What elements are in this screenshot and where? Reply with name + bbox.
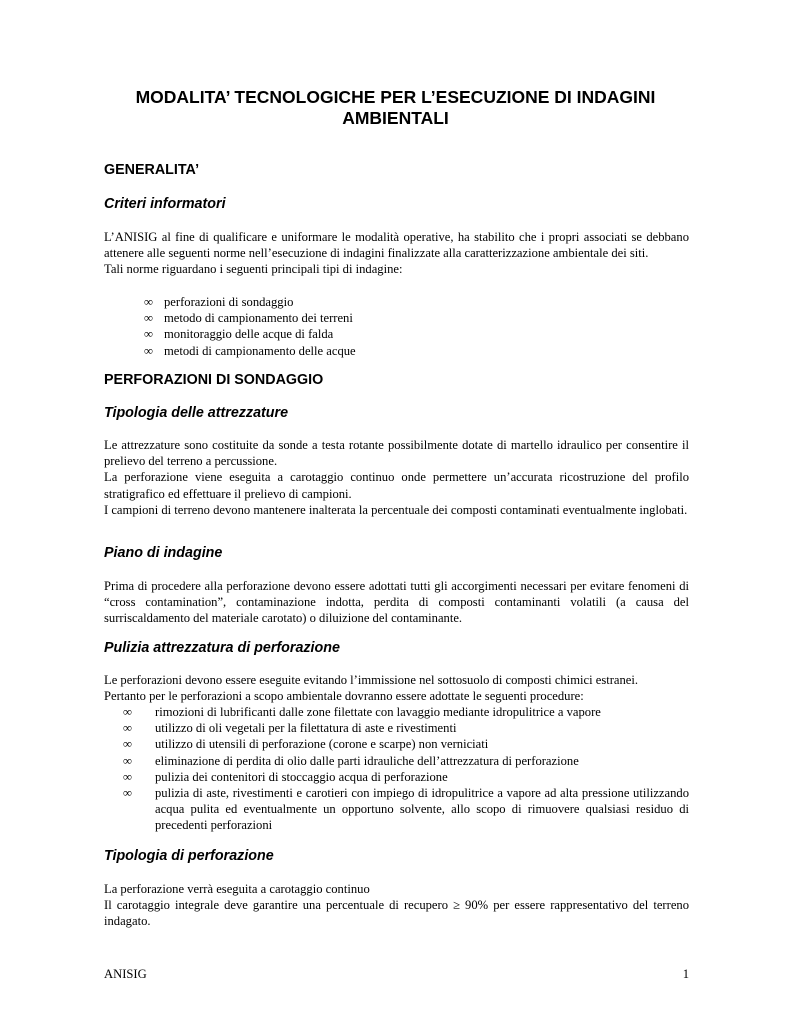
list-item-text: pulizia di aste, rivestimenti e carotieri con impiego di idropulitrice a vapore ad alta pressione utilizzando acqua pulita ed eventualmente un opportuno solvente, allo scopo di rimuovere qualsiasi residuo di precedenti perforazioni: [155, 786, 689, 833]
list-item-text: utilizzo di utensili di perforazione (corone e scarpe) non verniciati: [155, 737, 489, 752]
paragraph-line: Le attrezzature sono costituite da sonde a testa rotante possibilmente dotate di martello idraulico per consentire il prelievo del terreno a percussione.: [104, 438, 689, 469]
paragraph-line: Le perforazioni devono essere eseguite evitando l’immissione nel sottosuolo di composti chimici estranei.: [104, 673, 639, 687]
infinity-bullet-icon: ∞: [144, 327, 153, 342]
list-item: [123, 704, 689, 720]
infinity-bullet-icon: ∞: [144, 343, 153, 358]
infinity-bullet-icon: ∞: [123, 786, 132, 801]
paragraph-line: L’ANISIG al fine di qualificare e uniformare le modalità operative, ha stabilito che i propri associati se debbano attenere alle seguenti norme nell’esecuzione di indagini finalizzate alla caratterizzazione ambientale dei siti.: [104, 230, 689, 261]
paragraph-attrezzature: [104, 437, 689, 518]
list-item: [123, 720, 689, 736]
footer-page-number: 1: [682, 967, 689, 981]
footer-organization: ANISIG: [104, 967, 147, 981]
paragraph-line: Prima di procedere alla perforazione devono essere adottati tutti gli accorgimenti necessari per evitare fenomeni di “cross contamination”, contaminazione indotta, perdita di composti contaminanti volatili (a causa del surriscaldamento del materiale carotato) o diluizione del contaminante.: [104, 579, 689, 626]
infinity-bullet-icon: ∞: [144, 295, 153, 309]
pulizia-procedures-list: [123, 704, 689, 834]
list-item-text: pulizia dei contenitori di stoccaggio acqua di perforazione: [155, 769, 448, 784]
section-heading-generalita: GENERALITA’: [104, 162, 200, 178]
indagine-types-list: [144, 294, 544, 359]
list-item-text: utilizzo di oli vegetali per la filettatura di aste e rivestimenti: [155, 721, 457, 736]
infinity-bullet-icon: ∞: [123, 705, 132, 719]
paragraph-line: La perforazione verrà eseguita a carotaggio continuo: [104, 882, 370, 896]
paragraph-tipologia-perforazione: [104, 881, 689, 930]
list-item-text: monitoraggio delle acque di falda: [164, 327, 334, 342]
paragraph-line: La perforazione viene eseguita a carotaggio continuo onde permettere un’accurata ricostruzione del profilo stratigrafico ed effettuare il prelievo di campioni.: [104, 470, 689, 501]
paragraph-criteri: [104, 229, 689, 278]
list-item: [144, 310, 544, 326]
infinity-bullet-icon: ∞: [144, 311, 153, 326]
paragraph-line: Il carotaggio integrale deve garantire una percentuale di recupero ≥ 90% per essere rappresentativo del terreno indagato.: [104, 898, 689, 929]
list-item-text: eliminazione di perdita di olio dalle parti idrauliche dell’attrezzatura di perforazione: [155, 753, 579, 768]
list-item: [144, 294, 544, 310]
subheading-tipologia-attrezzature: Tipologia delle attrezzature: [104, 405, 289, 421]
infinity-bullet-icon: ∞: [123, 753, 132, 768]
paragraph-line: Pertanto per le perforazioni a scopo ambientale dovranno essere adottate le seguenti procedure:: [104, 689, 584, 704]
paragraph-pulizia: [104, 672, 689, 704]
infinity-bullet-icon: ∞: [123, 721, 132, 736]
list-item-text: perforazioni di sondaggio: [164, 295, 294, 309]
list-item: [123, 785, 689, 834]
list-item: [123, 736, 689, 752]
subheading-pulizia-attrezzatura: Pulizia attrezzatura di perforazione: [104, 640, 340, 656]
list-item-text: metodo di campionamento dei terreni: [164, 311, 353, 326]
subheading-criteri-informatori: Criteri informatori: [104, 196, 226, 212]
list-item: [123, 753, 689, 769]
list-item-text: rimozioni di lubrificanti dalle zone filettate con lavaggio mediante idropulitrice a vapore: [155, 705, 601, 719]
list-item-text: metodi di campionamento delle acque: [164, 343, 356, 358]
infinity-bullet-icon: ∞: [123, 737, 132, 752]
paragraph-line: Tali norme riguardano i seguenti principali tipi di indagine:: [104, 262, 403, 277]
section-heading-perforazioni: PERFORAZIONI DI SONDAGGIO: [104, 372, 324, 388]
list-item: [144, 343, 544, 359]
document-title: MODALITA’ TECNOLOGICHE PER L’ESECUZIONE DI INDAGINI AMBIENTALI: [135, 87, 656, 128]
list-item: [144, 326, 544, 342]
subheading-tipologia-perforazione: Tipologia di perforazione: [104, 848, 274, 864]
infinity-bullet-icon: ∞: [123, 769, 132, 784]
subheading-piano-indagine: Piano di indagine: [104, 545, 223, 561]
paragraph-line: I campioni di terreno devono mantenere inalterata la percentuale dei composti contaminati eventualmente inglobati.: [104, 502, 688, 517]
list-item: [123, 769, 689, 785]
paragraph-piano-indagine: [104, 578, 689, 627]
